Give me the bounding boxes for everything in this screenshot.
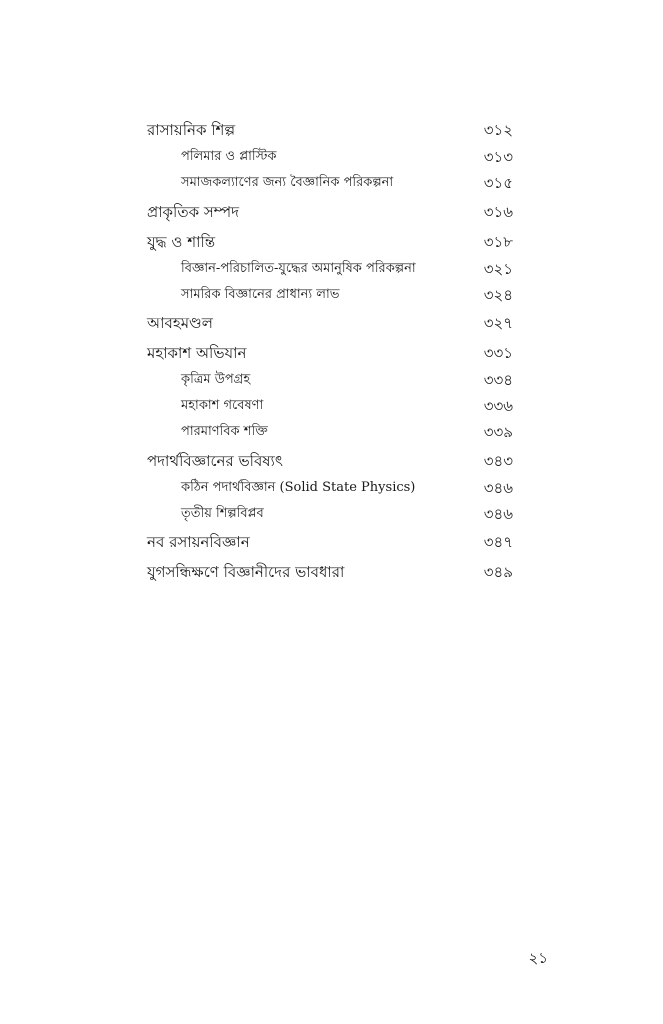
toc-entry-page: ৩৩১ [483, 344, 513, 362]
toc-entry-page: ৩৪৩ [483, 452, 513, 470]
toc-entry-page: ৩২৭ [483, 314, 513, 332]
toc-entry-page: ৩২১ [483, 260, 513, 278]
toc-entry-title: নব রসায়নবিজ্ঞান [147, 533, 250, 551]
toc-entry-title: সমাজকল্যাণের জন্য বৈজ্ঞানিক পরিকল্পনা [181, 175, 394, 190]
toc-entry-page: ৩১২ [483, 121, 513, 139]
toc-entry-title: তৃতীয় শিল্পবিপ্লব [181, 506, 264, 521]
toc-entry-page: ৩১৩ [483, 148, 513, 166]
toc-entry-page: ৩১৮ [483, 233, 513, 251]
toc-entry-title: যুদ্ধ ও শান্তি [147, 233, 216, 251]
toc-entry-title: প্রাকৃতিক সম্পদ [147, 203, 240, 221]
toc-entry-page: ৩৩৯ [483, 423, 513, 441]
toc-entry-title: আবহমণ্ডল [147, 314, 213, 332]
toc-entry-title: কঠিন পদার্থবিজ্ঞান (Solid State Physics) [181, 480, 416, 495]
toc-entry-title: পারমাণবিক শক্তি [181, 424, 268, 439]
toc-entry-title: মহাকাশ গবেষণা [181, 398, 264, 413]
toc-entry [0, 420, 663, 444]
toc-entry [0, 118, 663, 142]
toc-entry-page: ৩৪৭ [483, 533, 513, 551]
toc-entry [0, 171, 663, 195]
toc-entry-page: ৩৪৬ [483, 505, 513, 523]
toc-entry [0, 560, 663, 584]
toc-entry-page: ৩৩৪ [483, 371, 513, 389]
toc-entry [0, 394, 663, 418]
toc-entry [0, 283, 663, 307]
toc-entry-title: রাসায়নিক শিল্প [147, 121, 236, 139]
toc-entry [0, 476, 663, 500]
toc-entry-title: পদার্থবিজ্ঞানের ভবিষ্যৎ [147, 452, 283, 470]
toc-entry [0, 257, 663, 281]
toc-entry-page: ৩১৫ [483, 174, 513, 192]
toc-entry-title: কৃত্রিম উপগ্রহ [181, 372, 251, 387]
toc-entry-page: ৩২৪ [483, 286, 513, 304]
page-number: ২১ [528, 949, 548, 967]
toc-entry [0, 341, 663, 365]
toc-entry [0, 502, 663, 526]
toc-entry-title: বিজ্ঞান-পরিচালিত-যুদ্ধের অমানুষিক পরিকল্পনা [181, 261, 416, 276]
toc-entry [0, 449, 663, 473]
toc-entry-page: ৩৪৬ [483, 479, 513, 497]
toc-entry-page: ৩৪৯ [483, 563, 513, 581]
toc-entry [0, 230, 663, 254]
toc-entry-page: ৩১৬ [483, 203, 513, 221]
toc-entry-title: যুগসন্ধিক্ষণে বিজ্ঞানীদের ভাবধারা [147, 563, 345, 581]
toc-entry [0, 200, 663, 224]
toc-entry-title: পলিমার ও প্লাস্টিক [181, 149, 277, 164]
toc-entry [0, 311, 663, 335]
toc-entry [0, 145, 663, 169]
toc-entry-title: সামরিক বিজ্ঞানের প্রাধান্য লাভ [181, 287, 340, 302]
toc-entry [0, 368, 663, 392]
toc-entry [0, 530, 663, 554]
toc-entry-page: ৩৩৬ [483, 397, 513, 415]
toc-entry-title: মহাকাশ অভিযান [147, 344, 247, 362]
